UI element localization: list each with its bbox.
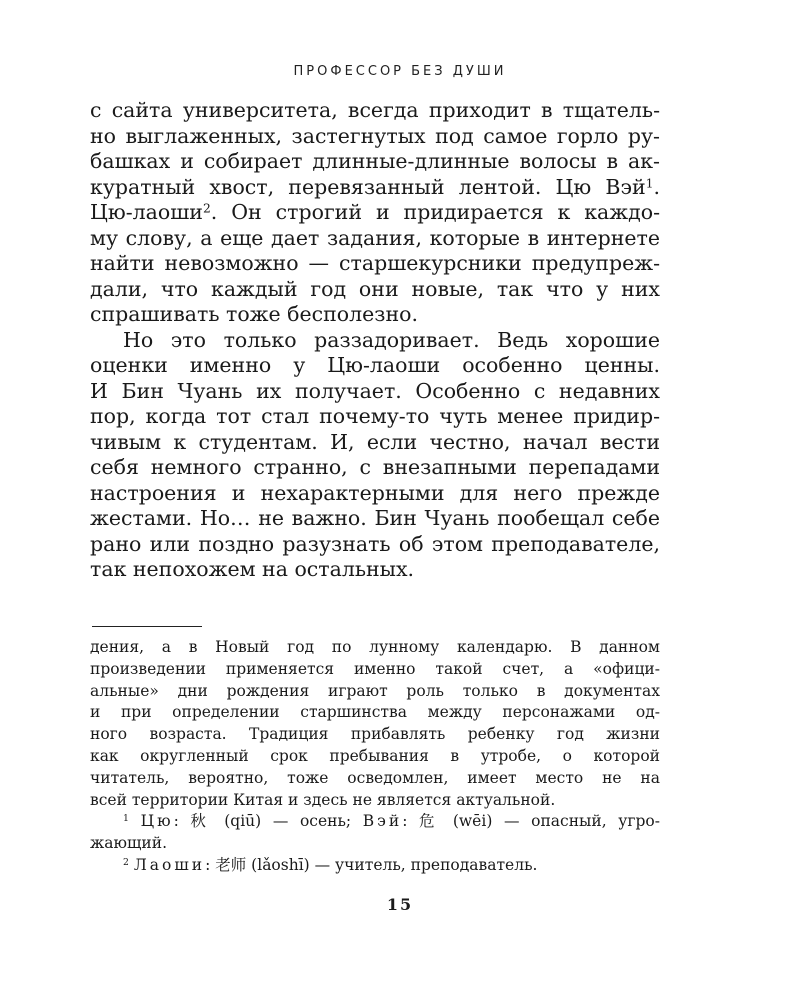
footnote-term: Цю <box>140 812 174 831</box>
text-line: оценки именно у Цю-лаоши особенно ценны. <box>90 353 660 377</box>
text-segment: куратный хвост, перевязанный лентой. Цю Вэй <box>90 174 646 199</box>
footnote-1 <box>90 811 660 833</box>
page-number: 15 <box>386 895 414 914</box>
footnote-text: : 老师 (lǎoshī) — учитель, преподаватель. <box>205 855 538 874</box>
main-text <box>90 98 660 583</box>
text-line: но выглаженных, застегнутых под самое горло ру- <box>90 123 660 148</box>
footnote-term: Вэй <box>362 812 403 831</box>
footnote-line: жающий. <box>90 834 167 853</box>
text-line: найти невозможно — старшекурсники предупреж- <box>90 251 660 275</box>
text-line: башках и собирает длинные-длинные волосы в ак- <box>90 149 660 173</box>
footnote-line: читатель, вероятно, тоже осведомлен, имеет место не на <box>90 768 660 787</box>
text-line: чивым к студентам. И, если честно, начал вести <box>90 429 660 454</box>
text-line: рано или поздно разузнать об этом преподавателе, <box>90 531 660 556</box>
footnote-term: Лаоши <box>133 855 206 874</box>
text-line: пор, когда тот стал почему-то чуть менее придир- <box>90 404 660 428</box>
footnote-ref-1: 1 <box>645 175 654 190</box>
footnote-line: всей территории Китая и здесь не является актуальной. <box>90 790 556 809</box>
text-line <box>90 175 660 201</box>
footnote-line: ного возраста. Традиция прибавлять ребенку год жизни <box>90 725 660 744</box>
text-line: настроения и нехарактерными для него прежде <box>90 480 660 505</box>
text-line: Но это только раззадоривает. Ведь хорошие <box>123 327 660 352</box>
text-line: И Бин Чуань их получает. Особенно с недавних <box>90 378 660 403</box>
text-segment: . <box>653 174 660 199</box>
footnote-text: : 危 (wēi) — опасный, угро- <box>402 812 660 831</box>
footnote-line: как округленный срок пребывания в утробе, о которой <box>90 746 660 765</box>
text-line: с сайта университета, всегда приходит в тщатель- <box>90 98 660 122</box>
footnote-line: произведении применяется именно такой счет, а «офици- <box>90 659 660 678</box>
footnote-line: и при определении старшинства между персонажами од- <box>90 703 660 722</box>
text-line: спрашивать тоже бесполезно. <box>90 302 418 326</box>
text-line: жестами. Но… не важно. Бин Чуань пообещал себе <box>90 506 660 530</box>
text-line: дали, что каждый год они новые, так что у них <box>90 276 660 301</box>
running-header: ПРОФЕССОР БЕЗ ДУШИ <box>293 64 507 79</box>
text-line <box>90 200 660 226</box>
footnote-number: 1 <box>123 813 129 825</box>
footnote-number: 2 <box>123 856 129 868</box>
text-line: себя немного странно, с внезапными перепадами <box>90 455 660 479</box>
text-line: так непохожем на остальных. <box>90 557 415 581</box>
footnote-divider <box>92 626 202 627</box>
footnote-line: альные» дни рождения играют роль только в документах <box>90 681 660 700</box>
footnotes <box>90 637 660 877</box>
footnote-line: дения, а в Новый год по лунному календарю. В данном <box>90 638 660 656</box>
footnote-text: : 秋 (qiū) — осень; <box>173 812 363 831</box>
text-segment: . Он строгий и придирается к каждо- <box>210 200 660 224</box>
text-line: му слову, а еще дает задания, которые в интернете <box>90 225 660 250</box>
footnote-2 <box>90 855 660 877</box>
footnote-ref-2: 2 <box>202 201 211 216</box>
text-segment: Цю-лаоши <box>90 200 203 224</box>
